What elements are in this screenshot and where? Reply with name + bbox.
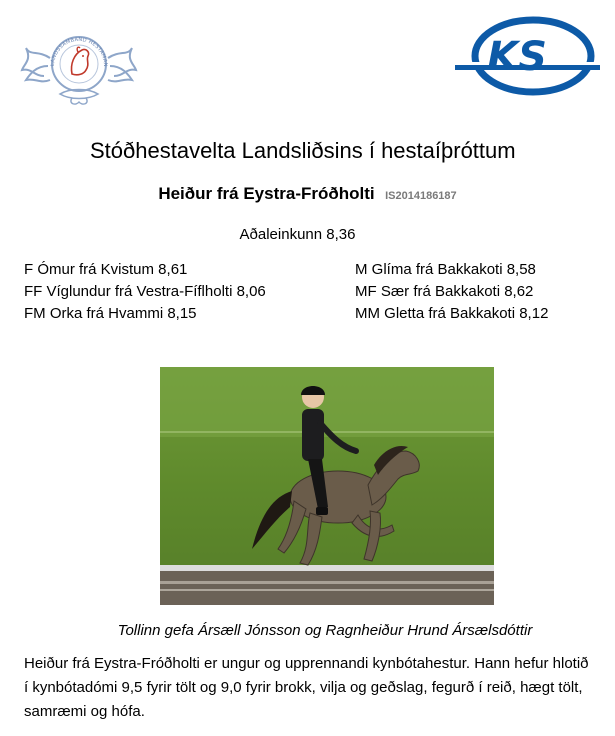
pedigree-sire-dam: FM Orka frá Hvammi 8,15: [24, 305, 197, 322]
pedigree-sire-sire: FF Víglundur frá Vestra-Fíflholti 8,06: [24, 283, 266, 300]
horse-registration-id: IS2014186187: [385, 190, 457, 202]
ks-logo: [455, 12, 600, 102]
document-title: Stóðhestavelta Landsliðsins í hestaíþróttum: [90, 138, 516, 163]
photo-caption: Tollinn gefa Ársæll Jónsson og Ragnheiður Hrund Ársælsdóttir: [117, 622, 533, 639]
pedigree-dam-dam: MM Gletta frá Bakkakoti 8,12: [355, 305, 549, 322]
pedigree-dam: M Glíma frá Bakkakoti 8,58: [355, 261, 536, 278]
ks-logo-icon: [455, 12, 600, 102]
main-score: Aðaleinkunn 8,36: [239, 226, 356, 243]
horse-photo: [160, 367, 494, 605]
horse-and-rider-photo-icon: [160, 367, 494, 605]
horse-name: Heiður frá Eystra-Fróðholti: [158, 184, 375, 203]
association-logo: [20, 18, 138, 106]
pedigree-dam-side: [355, 259, 548, 325]
svg-text:LANDSSAMBAND HESTAMANNAFÉLAGA: LANDSSAMBAND HESTAMAN: [49, 36, 109, 67]
horse-description: Heiður frá Eystra-Fróðholti er ungur og upprennandi kynbótahestur. Hann hefur hlotið í kynbótadómi 9,5 fyrir tölt og 9,0 fyrir brokk, vilja og geðslag, fegurð í reið, hægt tölt, samræmi og hófa.: [24, 655, 589, 720]
svg-text:KS: KS: [487, 34, 547, 80]
pedigree-dam-sire: MF Sær frá Bakkakoti 8,62: [355, 283, 534, 300]
pedigree-sire: F Ómur frá Kvistum 8,61: [24, 261, 188, 278]
landssamband-hestamannafelaga-seal-icon: [20, 18, 138, 106]
pedigree-sire-side: [24, 259, 266, 325]
horse-heading: [0, 184, 615, 204]
